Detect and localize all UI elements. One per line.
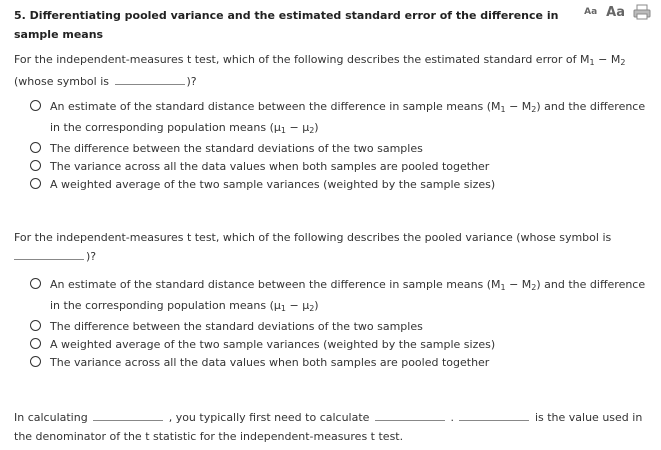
option-text: An estimate of the standard distance between the difference in sample means (M <box>50 278 501 291</box>
option-sub: 2 <box>309 126 315 135</box>
q2-text-after: )? <box>86 250 97 263</box>
option-text: A weighted average of the two sample variances (weighted by the sample sizes) <box>50 338 496 351</box>
option-text: An estimate of the standard distance between the difference in sample means (M <box>50 100 501 113</box>
q2-text: For the independent-measures t test, which of the following describes the pooled variance (whose symbol is <box>14 231 612 244</box>
option-text: ) and the difference in the corresponding population means (μ <box>50 278 646 312</box>
option-text: The variance across all the data values when both samples are pooled together <box>50 356 490 369</box>
option-sub: 1 <box>280 126 286 135</box>
option-text: The variance across all the data values when both samples are pooled together <box>50 160 490 173</box>
q1-sub2: 2 <box>620 58 626 67</box>
q1-text-after: )? <box>186 75 197 88</box>
q2-option-2[interactable] <box>30 318 656 336</box>
q3-prompt <box>14 408 649 446</box>
q1-option-3[interactable] <box>30 158 656 176</box>
q3-blank-2-dropdown[interactable] <box>375 408 445 421</box>
q1-minus: − M <box>594 53 621 66</box>
q2-symbol-dropdown[interactable] <box>14 247 84 260</box>
q1-option-4[interactable] <box>30 176 656 194</box>
toolbar <box>584 4 651 20</box>
question-title: 5. Differentiating pooled variance and the estimated standard error of the difference in sample means <box>14 9 559 41</box>
option-text: − μ <box>285 299 310 312</box>
q3-part1: In calculating <box>14 411 88 424</box>
option-sub: 1 <box>500 105 506 114</box>
printer-icon[interactable] <box>633 4 651 20</box>
option-text: − M <box>505 278 532 291</box>
option-sub: 2 <box>531 283 537 292</box>
option-text: ) <box>314 121 319 134</box>
radio-button[interactable] <box>30 142 41 153</box>
q1-sub1: 1 <box>589 58 595 67</box>
radio-button[interactable] <box>30 178 41 189</box>
q1-text: For the independent-measures t test, which of the following describes the estimated standard error of M <box>14 53 590 66</box>
q1-prompt <box>14 50 654 91</box>
option-text: ) <box>314 299 319 312</box>
q3-part2: , you typically first need to calculate <box>168 411 370 424</box>
radio-button[interactable] <box>30 100 41 111</box>
q2-option-3[interactable] <box>30 336 656 354</box>
option-text: − μ <box>285 121 310 134</box>
radio-button[interactable] <box>30 356 41 367</box>
font-decrease-button[interactable]: Aa <box>584 7 598 17</box>
font-increase-button[interactable]: Aa <box>606 4 625 20</box>
option-text: − M <box>505 100 532 113</box>
q2-options <box>30 276 656 372</box>
q1-options <box>30 98 656 194</box>
radio-button[interactable] <box>30 278 41 289</box>
radio-button[interactable] <box>30 160 41 171</box>
q2-option-1[interactable] <box>30 276 656 318</box>
option-sub: 2 <box>531 105 537 114</box>
option-sub: 2 <box>309 304 315 313</box>
option-text: The difference between the standard deviations of the two samples <box>50 320 423 333</box>
q1-option-2[interactable] <box>30 140 656 158</box>
q3-part3: . <box>450 411 454 424</box>
option-text: A weighted average of the two sample variances (weighted by the sample sizes) <box>50 178 496 191</box>
option-text: ) and the difference in the corresponding population means (μ <box>50 100 646 134</box>
q2-option-4[interactable] <box>30 354 656 372</box>
radio-button[interactable] <box>30 320 41 331</box>
q3-blank-1-dropdown[interactable] <box>93 408 163 421</box>
option-text: The difference between the standard deviations of the two samples <box>50 142 423 155</box>
q3-blank-3-dropdown[interactable] <box>459 408 529 421</box>
q1-text-line2: (whose symbol is <box>14 75 109 88</box>
option-sub: 1 <box>500 283 506 292</box>
radio-button[interactable] <box>30 338 41 349</box>
q1-symbol-dropdown[interactable] <box>115 72 185 85</box>
q1-option-1[interactable] <box>30 98 656 140</box>
q3-part4: is the value used in the denominator of the t statistic for the independent-measures t test. <box>14 411 643 443</box>
q2-prompt <box>14 228 654 266</box>
option-sub: 1 <box>280 304 286 313</box>
